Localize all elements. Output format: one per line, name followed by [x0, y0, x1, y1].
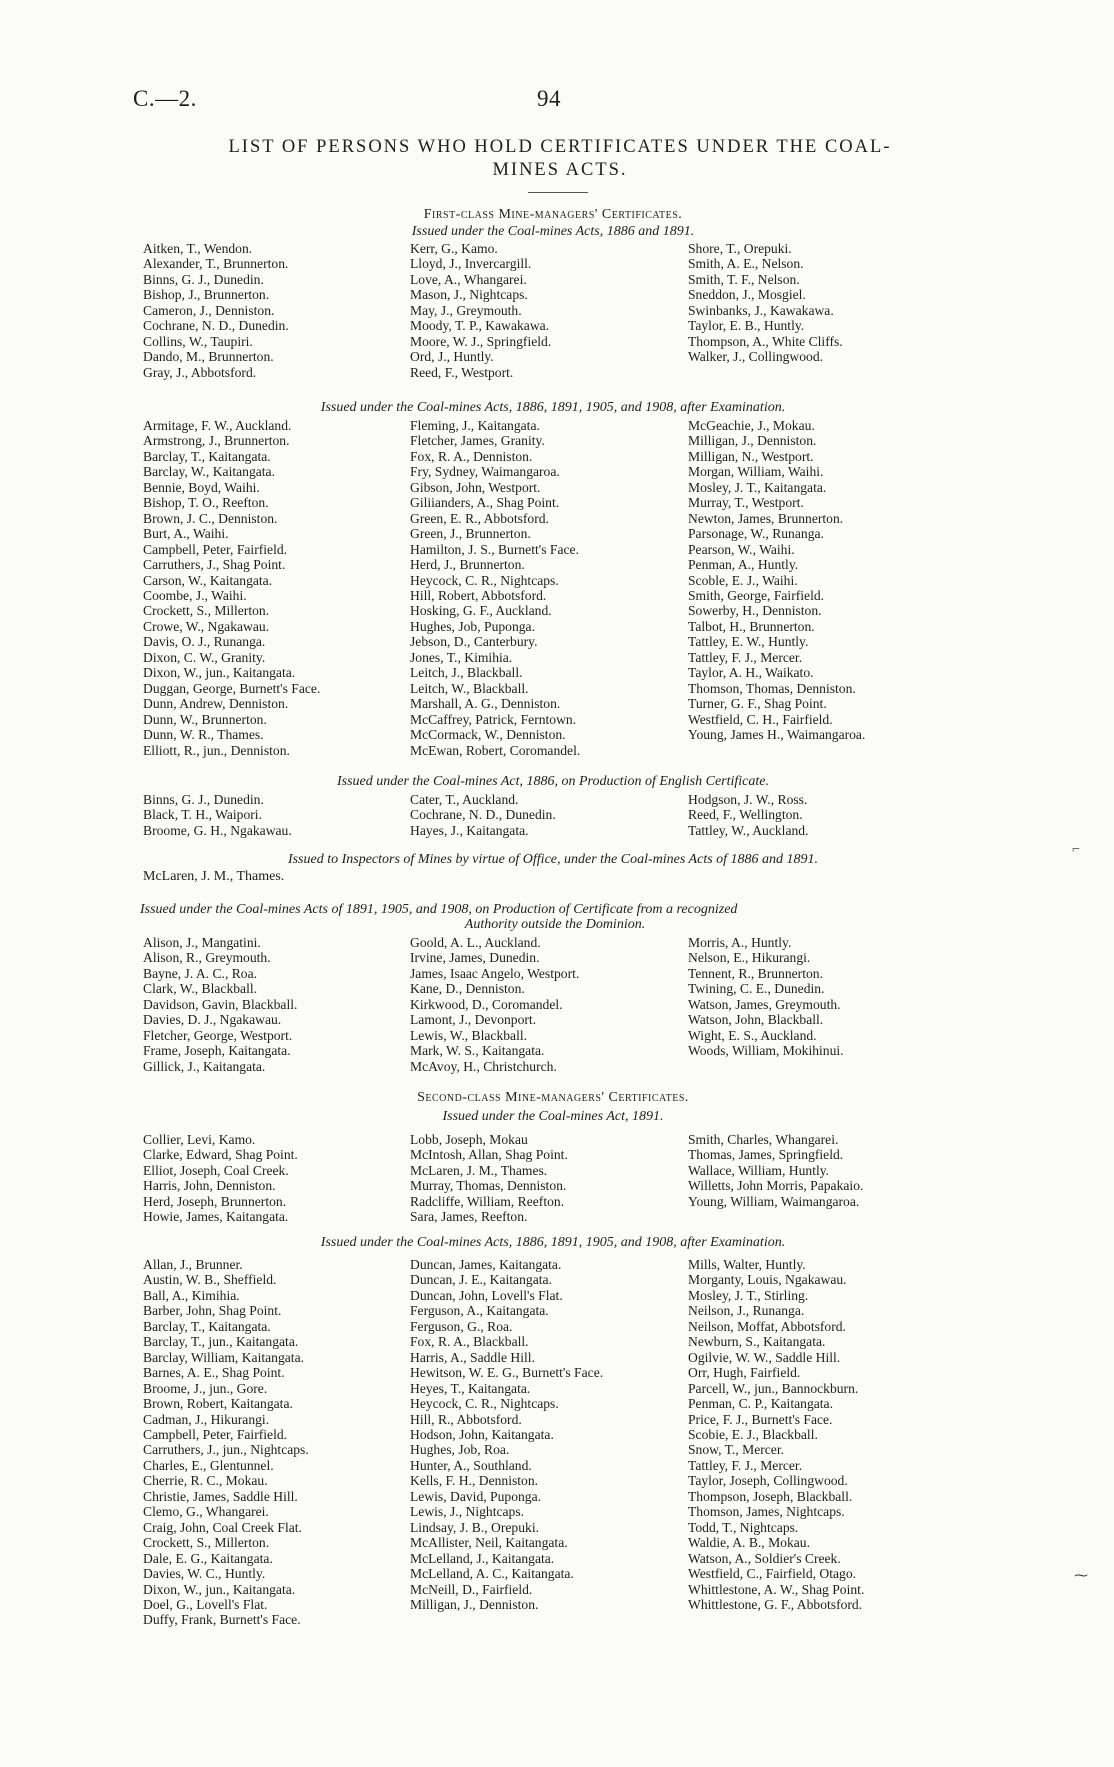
list-item: Brown, Robert, Kaitangata. — [143, 1396, 293, 1412]
list-item: McIntosh, Allan, Shag Point. — [410, 1147, 568, 1163]
list-item: Love, A., Whangarei. — [410, 271, 527, 287]
list-item: McNeill, D., Fairfield. — [410, 1581, 533, 1597]
first-class-sub2-col2 — [410, 418, 580, 758]
list-item: Davies, W. C., Huntly. — [143, 1566, 266, 1582]
list-item: Craig, John, Coal Creek Flat. — [143, 1519, 302, 1535]
first-class-sub5-col2 — [410, 935, 579, 1074]
list-item: Binns, G. J., Dunedin. — [143, 271, 264, 287]
list-item: Alison, R., Greymouth. — [143, 950, 271, 966]
list-item: Barclay, T., Kaitangata. — [143, 1318, 271, 1334]
list-item: Mark, W. S., Kaitangata. — [410, 1043, 545, 1059]
list-item: McCormack, W., Denniston. — [410, 727, 566, 743]
list-item: Goold, A. L., Auckland. — [410, 935, 541, 950]
list-item: Davis, O. J., Runanga. — [143, 634, 266, 650]
list-item: Harris, A., Saddle Hill. — [410, 1349, 535, 1365]
first-class-sub2-list — [0, 418, 1114, 758]
list-item: Crowe, W., Ngakawau. — [143, 618, 270, 634]
list-item: Clark, W., Blackball. — [143, 981, 258, 997]
list-item: Hosking, G. F., Auckland. — [410, 603, 552, 619]
list-item: Alison, J., Mangatini. — [143, 935, 261, 950]
list-item: Campbell, Peter, Fairfield. — [143, 1426, 288, 1442]
first-class-sub5-col3 — [688, 935, 844, 1059]
list-item: Hughes, Job, Puponga. — [410, 618, 535, 634]
list-item: Thomas, James, Springfield. — [688, 1147, 844, 1163]
list-item: Parcell, W., jun., Bannockburn. — [688, 1380, 859, 1396]
list-item: Hamilton, J. S., Burnett's Face. — [410, 541, 579, 557]
list-item: May, J., Greymouth. — [410, 302, 522, 318]
list-item: Murray, T., Westport. — [688, 495, 804, 511]
list-item: Taylor, E. B., Huntly. — [688, 318, 805, 334]
list-item: Milligan, N., Westport. — [688, 448, 814, 464]
list-item: Cadman, J., Hikurangi. — [143, 1411, 270, 1427]
list-item: Green, J., Brunnerton. — [410, 526, 531, 542]
list-item: Bishop, J., Brunnerton. — [143, 287, 270, 303]
list-item: Dando, M., Brunnerton. — [143, 349, 274, 365]
list-item: Neilson, J., Runanga. — [688, 1303, 805, 1319]
list-item: Fletcher, James, Granity. — [410, 433, 545, 449]
list-item: Tattley, W., Auckland. — [688, 822, 809, 838]
first-class-sub3-col2 — [410, 792, 556, 838]
first-class-sub1-col3 — [688, 241, 843, 365]
list-item: Harris, John, Denniston. — [143, 1178, 276, 1194]
list-item: Cherrie, R. C., Mokau. — [143, 1473, 268, 1489]
list-item: Frame, Joseph, Kaitangata. — [143, 1043, 291, 1059]
list-item: Gillick, J., Kaitangata. — [143, 1058, 266, 1074]
list-item: Bishop, T. O., Reefton. — [143, 495, 269, 511]
title-rule — [528, 192, 588, 193]
list-item: Watson, John, Blackball. — [688, 1012, 824, 1028]
list-item: Dixon, W., jun., Kaitangata. — [143, 1581, 296, 1597]
list-item: Fletcher, George, Westport. — [143, 1027, 293, 1043]
list-item: Penman, C. P., Kaitangata. — [688, 1396, 833, 1412]
list-item: Nelson, E., Hikurangi. — [688, 950, 811, 966]
list-item: Young, William, Waimangaroa. — [688, 1193, 860, 1209]
list-item: Newton, James, Brunnerton. — [688, 510, 844, 526]
list-item: Orr, Hugh, Fairfield. — [688, 1365, 801, 1381]
list-item: Kerr, G., Kamo. — [410, 241, 498, 256]
second-class-sub1-heading: Issued under the Coal-mines Act, 1891. — [442, 1109, 664, 1124]
list-item: Barclay, W., Kaitangata. — [143, 464, 275, 480]
list-item: Walker, J., Collingwood. — [688, 349, 824, 365]
list-item: Heyes, T., Kaitangata. — [410, 1380, 531, 1396]
list-item: Scobie, E. J., Blackball. — [688, 1426, 818, 1442]
first-class-sub3-heading: Issued under the Coal-mines Act, 1886, on Production of English Certificate. — [336, 774, 769, 789]
list-item: Pearson, W., Waihi. — [688, 541, 795, 557]
list-item: Taylor, A. H., Waikato. — [688, 665, 814, 681]
list-item: Milligan, J., Denniston. — [410, 1596, 539, 1612]
first-class-sub5-heading-line-2: Authority outside the Dominion. — [464, 917, 646, 932]
list-item: Kells, F. H., Denniston. — [410, 1473, 539, 1489]
list-item: Sowerby, H., Denniston. — [688, 603, 822, 619]
second-class-sub2-col2 — [410, 1257, 603, 1612]
second-class-sub2-col3 — [688, 1257, 864, 1612]
list-item: Swinbanks, J., Kawakawa. — [688, 302, 834, 318]
list-item: Morris, A., Huntly. — [688, 935, 792, 950]
first-class-sub1-col2 — [410, 241, 551, 380]
list-item: Hodson, John, Kaitangata. — [410, 1426, 554, 1442]
list-item: McAllister, Neil, Kaitangata. — [410, 1535, 568, 1551]
list-item: Parsonage, W., Runanga. — [688, 526, 824, 542]
list-item: Carruthers, J., Shag Point. — [143, 557, 286, 573]
list-item: Hayes, J., Kaitangata. — [410, 822, 529, 838]
list-item: Morgan, William, Waihi. — [688, 464, 824, 480]
list-item: McGeachie, J., Mokau. — [688, 418, 815, 433]
list-item: Moody, T. P., Kawakawa. — [410, 318, 550, 334]
list-item: Collins, W., Taupiri. — [143, 333, 253, 349]
list-item: Burt, A., Waihi. — [143, 526, 229, 542]
list-item: Lobb, Joseph, Mokau — [410, 1132, 528, 1147]
list-item: Alexander, T., Brunnerton. — [143, 256, 289, 272]
list-item: Wallace, William, Huntly. — [688, 1162, 830, 1178]
list-item: Smith, Charles, Whangarei. — [688, 1132, 839, 1147]
list-item: Dale, E. G., Kaitangata. — [143, 1550, 273, 1566]
list-item: Shore, T., Orepuki. — [688, 241, 792, 256]
list-item: Broome, G. H., Ngakawau. — [143, 822, 292, 838]
list-item: Leitch, J., Blackball. — [410, 665, 523, 681]
list-item: Barclay, T., Kaitangata. — [143, 448, 271, 464]
list-item: Tattley, E. W., Huntly. — [688, 634, 809, 650]
list-item: Neilson, Moffat, Abbotsford. — [688, 1318, 846, 1334]
list-item: Fox, R. A., Blackball. — [410, 1334, 529, 1350]
list-item: Cater, T., Auckland. — [410, 792, 519, 807]
first-class-sub5-heading — [140, 902, 970, 932]
list-item: Barnes, A. E., Shag Point. — [143, 1365, 285, 1381]
list-item: Hunter, A., Southland. — [410, 1457, 532, 1473]
first-class-sub5-heading-line-1: Issued under the Coal-mines Acts of 1891, 1905, and 1908, on Production of Certificate from a recognized — [140, 902, 738, 917]
list-item: Lewis, W., Blackball. — [410, 1027, 528, 1043]
list-item: Duggan, George, Burnett's Face. — [143, 680, 321, 696]
list-item: Kane, D., Denniston. — [410, 981, 525, 997]
list-item: Allan, J., Brunner. — [143, 1257, 243, 1272]
list-item: Heycock, C. R., Nightcaps. — [410, 1396, 559, 1412]
second-class-sub2-heading: Issued under the Coal-mines Acts, 1886, 1891, 1905, and 1908, after Examination. — [320, 1235, 786, 1250]
list-item: Crockett, S., Millerton. — [143, 603, 270, 619]
list-item: Tennent, R., Brunnerton. — [688, 965, 823, 981]
list-item: Elliot, Joseph, Coal Creek. — [143, 1162, 289, 1178]
list-item: Milligan, J., Denniston. — [688, 433, 817, 449]
list-item: McCaffrey, Patrick, Ferntown. — [410, 711, 577, 727]
list-item: Thompson, A., White Cliffs. — [688, 333, 843, 349]
list-item: Duncan, John, Lovell's Flat. — [410, 1287, 563, 1303]
list-item: Hodgson, J. W., Ross. — [688, 792, 808, 807]
list-item: Herd, J., Brunnerton. — [410, 557, 525, 573]
list-item: Barclay, T., jun., Kaitangata. — [143, 1334, 299, 1350]
list-item: Ogilvie, W. W., Saddle Hill. — [688, 1349, 841, 1365]
list-item: Hewitson, W. E. G., Burnett's Face. — [410, 1365, 604, 1381]
second-class-sub1-col2 — [410, 1132, 568, 1225]
list-item: Mosley, J. T., Kaitangata. — [688, 479, 827, 495]
page-title-line-2: MINES ACTS. — [492, 160, 628, 180]
first-class-sub2-col1 — [143, 418, 320, 758]
list-item: Giliianders, A., Shag Point. — [410, 495, 560, 511]
series-reference: C.—2. — [133, 86, 197, 111]
first-class-sub5-col1 — [143, 935, 297, 1074]
list-item: Sneddon, J., Mosgiel. — [688, 287, 806, 303]
list-item: Crockett, S., Millerton. — [143, 1535, 270, 1551]
list-item: Twining, C. E., Dunedin. — [688, 981, 825, 997]
list-item: Young, James H., Waimangaroa. — [688, 727, 866, 743]
list-item: Westfield, C. H., Fairfield. — [688, 711, 833, 727]
page-number: 94 — [537, 86, 561, 111]
list-item: Clarke, Edward, Shag Point. — [143, 1147, 298, 1163]
list-item: Armstrong, J., Brunnerton. — [143, 433, 290, 449]
second-class-sub1-col3 — [688, 1132, 863, 1209]
list-item: Doel, G., Lovell's Flat. — [143, 1596, 268, 1612]
list-item: Austin, W. B., Sheffield. — [143, 1272, 277, 1288]
list-item: Fox, R. A., Denniston. — [410, 448, 533, 464]
list-item: Davies, D. J., Ngakawau. — [143, 1012, 282, 1028]
second-class-sub1-col1 — [143, 1132, 298, 1225]
list-item: Cochrane, N. D., Dunedin. — [410, 807, 556, 823]
list-item: Reed, F., Wellington. — [688, 807, 803, 823]
list-item: Duncan, J. E., Kaitangata. — [410, 1272, 552, 1288]
list-item: Irvine, James, Dunedin. — [410, 950, 540, 966]
list-item: Kirkwood, D., Coromandel. — [410, 996, 563, 1012]
list-item: Sara, James, Reefton. — [410, 1209, 528, 1225]
list-item: Cochrane, N. D., Dunedin. — [143, 318, 289, 334]
list-item: Cameron, J., Denniston. — [143, 302, 275, 318]
list-item: Ferguson, G., Roa. — [410, 1318, 513, 1334]
list-item: Mosley, J. T., Stirling. — [688, 1287, 809, 1303]
list-item: Dunn, Andrew, Denniston. — [143, 696, 289, 712]
list-item: Thompson, Joseph, Blackball. — [688, 1488, 853, 1504]
list-item: Christie, James, Saddle Hill. — [143, 1488, 298, 1504]
list-item: Collier, Levi, Kamo. — [143, 1132, 256, 1147]
list-item: Clemo, G., Whangarei. — [143, 1504, 269, 1520]
list-item: Dixon, C. W., Granity. — [143, 649, 266, 665]
list-item: Jones, T., Kimihia. — [410, 649, 513, 665]
list-item: Morganty, Louis, Ngakawau. — [688, 1272, 847, 1288]
list-item: Talbot, H., Brunnerton. — [688, 618, 815, 634]
list-item: Dixon, W., jun., Kaitangata. — [143, 665, 296, 681]
list-item: Hill, Robert, Abbotsford. — [410, 587, 547, 603]
list-item: McLelland, J., Kaitangata. — [410, 1550, 555, 1566]
list-item: Wight, E. S., Auckland. — [688, 1027, 817, 1043]
list-item: Campbell, Peter, Fairfield. — [143, 541, 288, 557]
list-item: Gibson, John, Westport. — [410, 479, 541, 495]
list-item: Thomson, Thomas, Denniston. — [688, 680, 856, 696]
list-item: Waldie, A. B., Mokau. — [688, 1535, 810, 1551]
list-item: Moore, W. J., Springfield. — [410, 333, 552, 349]
list-item: Brown, J. C., Denniston. — [143, 510, 278, 526]
list-item: Duncan, James, Kaitangata. — [410, 1257, 562, 1272]
list-item: Heycock, C. R., Nightcaps. — [410, 572, 559, 588]
second-class-sub2-col1 — [143, 1257, 309, 1628]
list-item: Black, T. H., Waipori. — [143, 807, 262, 823]
margin-mark: ⌐ — [1072, 842, 1080, 857]
list-item: Leitch, W., Blackball. — [410, 680, 529, 696]
list-item: Duffy, Frank, Burnett's Face. — [143, 1612, 301, 1628]
list-item: Whittlestone, G. F., Abbotsford. — [688, 1596, 863, 1612]
list-item: Thomson, James, Nightcaps. — [688, 1504, 845, 1520]
first-class-sub2-heading: Issued under the Coal-mines Acts, 1886, 1891, 1905, and 1908, after Examination. — [320, 400, 786, 415]
list-item: Bayne, J. A. C., Roa. — [143, 965, 258, 981]
first-class-sub1-heading: Issued under the Coal-mines Acts, 1886 and 1891. — [411, 224, 695, 239]
list-item: Barber, John, Shag Point. — [143, 1303, 282, 1319]
list-item: Lloyd, J., Invercargill. — [410, 256, 532, 272]
list-item: McLelland, A. C., Kaitangata. — [410, 1566, 574, 1582]
list-item: Carruthers, J., jun., Nightcaps. — [143, 1442, 309, 1458]
list-item: Penman, A., Huntly. — [688, 557, 799, 573]
list-item: Ferguson, A., Kaitangata. — [410, 1303, 549, 1319]
list-item: Hughes, Job, Roa. — [410, 1442, 510, 1458]
list-item: Ball, A., Kimihia. — [143, 1287, 240, 1303]
list-item: Broome, J., jun., Gore. — [143, 1380, 268, 1396]
list-item: Smith, T. F., Nelson. — [688, 271, 800, 287]
list-item: Scoble, E. J., Waihi. — [688, 572, 798, 588]
list-item: Elliott, R., jun., Denniston. — [143, 742, 290, 758]
list-item: Watson, A., Soldier's Creek. — [688, 1550, 841, 1566]
list-item: Todd, T., Nightcaps. — [688, 1519, 799, 1535]
list-item: Jebson, D., Canterbury. — [410, 634, 538, 650]
list-item: Ord, J., Huntly. — [410, 349, 494, 365]
list-item: Binns, G. J., Dunedin. — [143, 792, 264, 807]
list-item: Armitage, F. W., Auckland. — [143, 418, 292, 433]
list-item: Coombe, J., Waihi. — [143, 587, 247, 603]
page-title — [150, 136, 970, 182]
list-item: Smith, A. E., Nelson. — [688, 256, 804, 272]
list-item: Radcliffe, William, Reefton. — [410, 1193, 565, 1209]
list-item: James, Isaac Angelo, Westport. — [410, 965, 580, 981]
list-item: Reed, F., Westport. — [410, 364, 514, 380]
list-item: Charles, E., Glentunnel. — [143, 1457, 274, 1473]
first-class-sub1-col1 — [143, 241, 289, 380]
list-item: Howie, James, Kaitangata. — [143, 1209, 289, 1225]
list-item: Green, E. R., Abbotsford. — [410, 510, 549, 526]
list-item: Smith, George, Fairfield. — [688, 587, 825, 603]
list-item: Murray, Thomas, Denniston. — [410, 1178, 567, 1194]
list-item: Mills, Walter, Huntly. — [688, 1257, 806, 1272]
list-item: Aitken, T., Wendon. — [143, 241, 253, 256]
list-item: Turner, G. F., Shag Point. — [688, 696, 827, 712]
list-item: Willetts, John Morris, Papakaio. — [688, 1178, 864, 1194]
list-item: Price, F. J., Burnett's Face. — [688, 1411, 833, 1427]
list-item: Tattley, F. J., Mercer. — [688, 1457, 803, 1473]
first-class-sub4-heading: Issued to Inspectors of Mines by virtue of Office, under the Coal-mines Acts of 1886 and 1891. — [287, 852, 819, 867]
list-item: Watson, James, Greymouth. — [688, 996, 841, 1012]
second-class-sub2-list — [0, 1257, 1114, 1657]
list-item: Herd, Joseph, Brunnerton. — [143, 1193, 287, 1209]
list-item: Fry, Sydney, Waimangaroa. — [410, 464, 560, 480]
list-item: Barclay, William, Kaitangata. — [143, 1349, 305, 1365]
list-item: Lamont, J., Devonport. — [410, 1012, 537, 1028]
list-item: Woods, William, Mokihinui. — [688, 1043, 844, 1059]
list-item: McAvoy, H., Christchurch. — [410, 1058, 557, 1074]
list-item: Dunn, W. R., Thames. — [143, 727, 264, 743]
first-class-sub3-col3 — [688, 792, 809, 838]
first-class-sub3-col1 — [143, 792, 292, 838]
page-title-line-1: LIST OF PERSONS WHO HOLD CERTIFICATES UNDER THE COAL- — [228, 137, 892, 157]
list-item: Snow, T., Mercer. — [688, 1442, 785, 1458]
list-item: Hill, R., Abbotsford. — [410, 1411, 522, 1427]
list-item: McEwan, Robert, Coromandel. — [410, 742, 581, 758]
margin-mark: ⁓ — [1074, 1569, 1088, 1584]
list-item: Marshall, A. G., Denniston. — [410, 696, 561, 712]
list-item: Davidson, Gavin, Blackball. — [143, 996, 298, 1012]
list-item: Gray, J., Abbotsford. — [143, 364, 257, 380]
list-item: Fleming, J., Kaitangata. — [410, 418, 540, 433]
list-item: Dunn, W., Brunnerton. — [143, 711, 267, 727]
list-item: Mason, J., Nightcaps. — [410, 287, 528, 303]
list-item: Lewis, David, Puponga. — [410, 1488, 542, 1504]
list-item: Tattley, F. J., Mercer. — [688, 649, 803, 665]
list-item: McLaren, J. M., Thames. — [410, 1162, 548, 1178]
list-item: Lindsay, J. B., Orepuki. — [410, 1519, 540, 1535]
list-item: Taylor, Joseph, Collingwood. — [688, 1473, 848, 1489]
list-item: Carson, W., Kaitangata. — [143, 572, 273, 588]
list-item: Lewis, J., Nightcaps. — [410, 1504, 525, 1520]
second-class-heading: Second-class Mine-managers' Certificates. — [417, 1090, 689, 1105]
first-class-sub2-col3 — [688, 418, 865, 743]
first-class-heading: First-class Mine-managers' Certificates. — [423, 207, 683, 222]
first-class-sub4-entry: McLaren, J. M., Thames. — [143, 869, 285, 884]
list-item: Newburn, S., Kaitangata. — [688, 1334, 826, 1350]
list-item: Bennie, Boyd, Waihi. — [143, 479, 260, 495]
list-item: Whittlestone, A. W., Shag Point. — [688, 1581, 865, 1597]
list-item: Westfield, C., Fairfield, Otago. — [688, 1566, 857, 1582]
